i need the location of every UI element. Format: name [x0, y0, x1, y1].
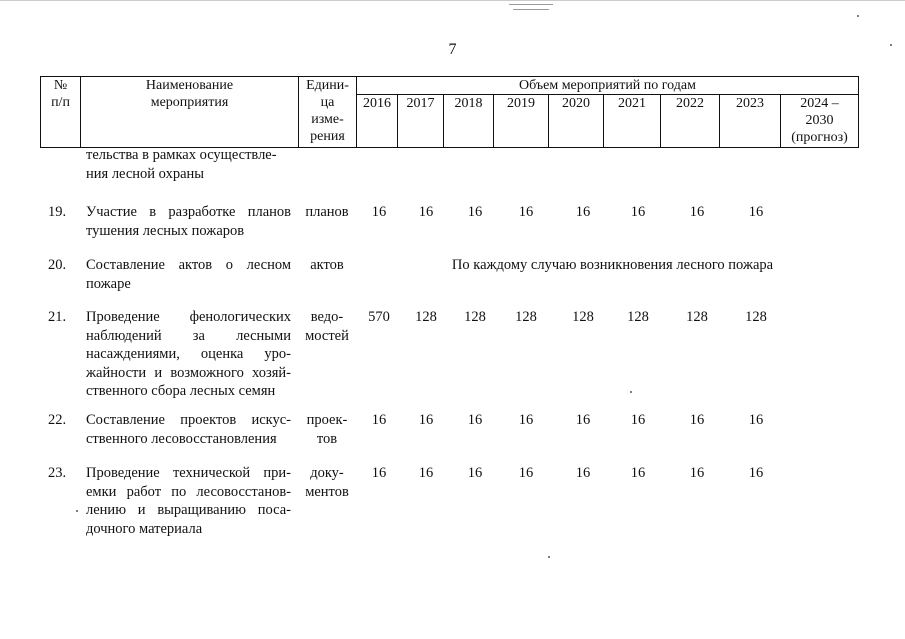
- row-value: 128: [464, 309, 486, 325]
- activity-name-line: Участие в разработке планов: [86, 204, 291, 220]
- row-value: 16: [630, 465, 646, 481]
- unit-line: актов: [310, 257, 344, 273]
- header-unit-cell: Едини- ца изме- рения: [299, 77, 357, 148]
- row-number: 23.: [48, 465, 67, 481]
- scan-edge-line: [0, 0, 905, 1]
- row-value: 16: [689, 465, 705, 481]
- row-value: 128: [572, 309, 594, 325]
- row-note: По каждому случаю возникновения лесного пожара: [451, 257, 774, 273]
- header-year: 2018: [444, 95, 494, 148]
- row-number: 20.: [48, 257, 67, 273]
- row-unit: [299, 256, 355, 275]
- activity-name-line: Составление актов о лесном: [86, 257, 291, 273]
- activity-name-line: Составление проектов искус-: [86, 412, 291, 428]
- header-volume-title: Объем мероприятий по годам: [357, 77, 859, 95]
- row-value: 16: [689, 412, 705, 428]
- page-number: 7: [448, 41, 457, 58]
- header-year: 2023: [720, 95, 781, 148]
- table-header: [40, 76, 859, 148]
- header-year: 2016: [357, 95, 398, 148]
- row-value: 16: [371, 412, 387, 428]
- scan-speck: [76, 510, 78, 512]
- row-value: 16: [418, 204, 434, 220]
- row-value: 570: [368, 309, 390, 325]
- row-value: 16: [467, 204, 483, 220]
- unit-line: проек-: [306, 412, 348, 428]
- scan-speck: [630, 391, 632, 393]
- row-activity-name: [86, 308, 291, 401]
- activity-name-line: жайности и возможного хозяй-: [86, 364, 291, 381]
- unit-line: тов: [316, 430, 338, 447]
- row-unit: [299, 203, 355, 222]
- row-value: 16: [575, 204, 591, 220]
- row-value: 16: [689, 204, 705, 220]
- row-value: 16: [630, 412, 646, 428]
- row-value: 16: [371, 204, 387, 220]
- header-year: 2017: [398, 95, 444, 148]
- header-number-cell: № п/п: [41, 77, 81, 148]
- row-value: 128: [415, 309, 437, 325]
- activity-name-line: тушения лесных пожаров: [86, 222, 245, 239]
- activity-name-line: дочного материала: [86, 520, 203, 537]
- scan-mark-2: [513, 9, 549, 10]
- row-number: 19.: [48, 204, 67, 220]
- row-value: 16: [748, 465, 764, 481]
- row-activity-name: [86, 256, 291, 293]
- unit-line: ведо-: [310, 309, 344, 325]
- row-value: 16: [518, 465, 534, 481]
- row-value: 16: [575, 412, 591, 428]
- row-value: 128: [686, 309, 708, 325]
- activity-name-line: насаждениями, оценка уро-: [86, 346, 291, 362]
- header-year: 2021: [604, 95, 661, 148]
- row-unit: [299, 411, 355, 448]
- header-name-cell: Наименование мероприятия: [81, 77, 299, 148]
- scan-speck: [548, 556, 550, 558]
- header-year: 2020: [549, 95, 604, 148]
- row-value: 16: [467, 465, 483, 481]
- header-year: 2022: [661, 95, 720, 148]
- row-value: 16: [371, 465, 387, 481]
- activity-name-line: Проведение технической при-: [86, 465, 291, 481]
- activity-name-line: наблюдений за лесными: [86, 327, 291, 344]
- row-number: 22.: [48, 412, 67, 428]
- row-activity-name: [86, 411, 291, 448]
- header-year-range: 2024 – 2030 (прогноз): [781, 95, 859, 148]
- unit-line: доку-: [310, 465, 344, 481]
- row-value: 16: [518, 412, 534, 428]
- scan-mark-1: [509, 4, 553, 5]
- unit-line: планов: [305, 204, 349, 220]
- activity-name-line: пожаре: [86, 275, 131, 292]
- row-value: 16: [418, 465, 434, 481]
- row-value: 16: [748, 204, 764, 220]
- scan-speck: [890, 44, 892, 46]
- row-unit: [299, 464, 355, 501]
- row-value: 128: [745, 309, 767, 325]
- row-value: 16: [518, 204, 534, 220]
- row-value: 16: [467, 412, 483, 428]
- unit-line: мостей: [305, 327, 349, 344]
- row-activity-name: [86, 464, 291, 538]
- row-value: 16: [575, 465, 591, 481]
- activity-name-line: ственного лесовосстановления: [86, 430, 277, 447]
- header-year: 2019: [494, 95, 549, 148]
- row-value: 128: [627, 309, 649, 325]
- row-unit: [299, 308, 355, 345]
- scan-speck: [857, 15, 859, 17]
- row-value: 16: [748, 412, 764, 428]
- row-value: 128: [515, 309, 537, 325]
- activity-name-line: лению и выращиванию поса-: [86, 502, 291, 518]
- row-value: 16: [418, 412, 434, 428]
- row-value: 16: [630, 204, 646, 220]
- activity-name-line: ственного сбора лесных семян: [86, 383, 276, 399]
- activity-name-line: Проведение фенологических: [86, 309, 291, 325]
- row-number: 21.: [48, 309, 67, 325]
- unit-line: ментов: [305, 483, 349, 500]
- activity-name-line: емки работ по лесовосстанов-: [86, 483, 291, 500]
- row-activity-name: [86, 203, 291, 240]
